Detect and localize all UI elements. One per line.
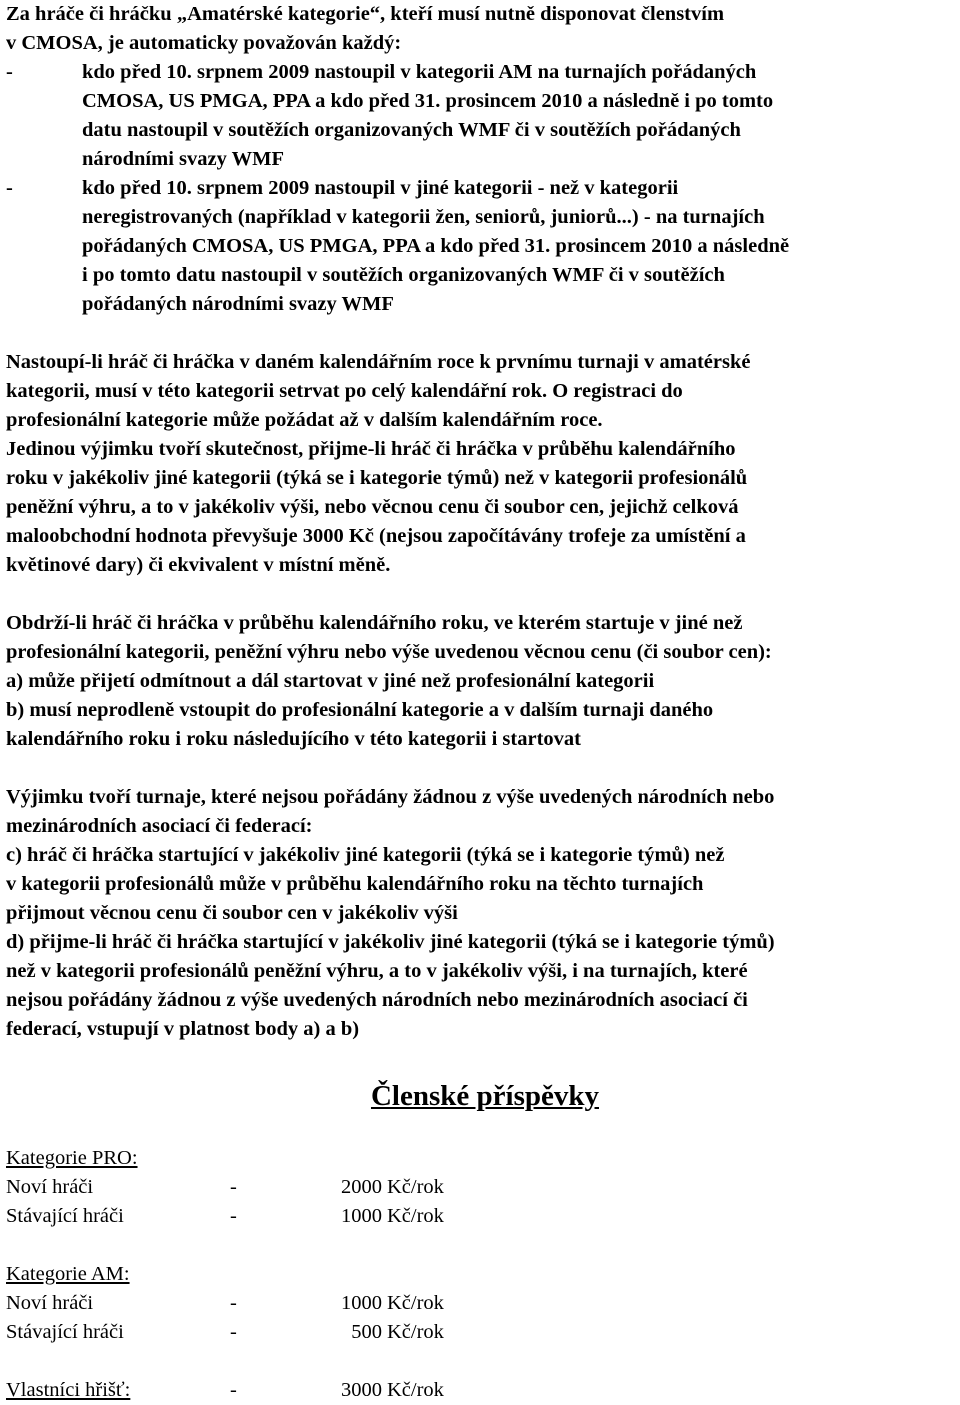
list-item-line: národními svazy WMF: [82, 148, 284, 170]
paragraph-line: Jedinou výjimku tvoří skutečnost, přijme-li hráč či hráčka v průběhu kalendářního: [6, 438, 736, 460]
fee-label-owners: Vlastníci hřišť:: [6, 1379, 131, 1401]
paragraph-line: květinové dary) či ekvivalent v místní měně.: [6, 554, 391, 576]
paragraph-line: federací, vstupují v platnost body a) a b): [6, 1018, 360, 1040]
paragraph-line: d) přijme-li hráč či hráčka startující v jakékoliv jiné kategorii (týká se i kategorie týmů): [6, 931, 775, 953]
paragraph-line: než v kategorii profesionálů peněžní výhru, a to v jakékoliv výši, i na turnajích, které: [6, 960, 748, 982]
fee-dash: -: [230, 1205, 237, 1227]
paragraph-line: c) hráč či hráčka startující v jakékoliv jiné kategorii (týká se i kategorie týmů) než: [6, 844, 725, 866]
fee-label: Stávající hráči: [6, 1321, 124, 1343]
paragraph-line: Obdrží-li hráč či hráčka v průběhu kalendářního roku, ve kterém startuje v jiné než: [6, 612, 743, 634]
list-item-line: pořádaných CMOSA, US PMGA, PPA a kdo před 31. prosincem 2010 a následně: [82, 235, 790, 257]
fee-amount: 1000: [341, 1292, 382, 1314]
paragraph-line: v kategorii profesionálů může v průběhu kalendářního roku na těchto turnajích: [6, 873, 704, 895]
list-item-line: kdo před 10. srpnem 2009 nastoupil v jiné kategorii - než v kategorii: [82, 177, 679, 199]
list-item-line: kdo před 10. srpnem 2009 nastoupil v kategorii AM na turnajích pořádaných: [82, 61, 757, 83]
paragraph-line: Výjimku tvoří turnaje, které nejsou pořádány žádnou z výše uvedených národních nebo: [6, 786, 775, 808]
fee-row: [6, 1289, 954, 1318]
spacer: [6, 1231, 954, 1260]
paragraph-line: nejsou pořádány žádnou z výše uvedených národních nebo mezinárodních asociací či: [6, 989, 748, 1011]
paragraph-line: profesionální kategorie může požádat až v dalším kalendářním roce.: [6, 409, 603, 431]
fee-row: [6, 1202, 954, 1231]
spacer: [6, 754, 954, 783]
list-item-line: i po tomto datu nastoupil v soutěžích organizovaných WMF či v soutěžích: [82, 264, 725, 286]
spacer: [6, 1347, 954, 1376]
list-item: [6, 174, 954, 319]
paragraph-line: a) může přijetí odmítnout a dál startovat v jiné než profesionální kategorii: [6, 670, 655, 692]
list-item: [6, 58, 954, 174]
fees-table: [6, 1144, 954, 1405]
list-item-line: CMOSA, US PMGA, PPA a kdo před 31. prosincem 2010 a následně i po tomto: [82, 90, 774, 112]
spacer: [6, 319, 954, 348]
fee-row: [6, 1318, 954, 1347]
paragraph-line: kalendářního roku i roku následujícího v této kategorii i startovat: [6, 728, 581, 750]
fee-amount: 3000: [341, 1379, 382, 1401]
fee-row: [6, 1173, 954, 1202]
category-title-am: Kategorie AM:: [6, 1263, 130, 1285]
paragraph-line: b) musí neprodleně vstoupit do profesionální kategorie a v dalším turnaji daného: [6, 699, 714, 721]
paragraph-line: profesionální kategorii, peněžní výhru nebo výše uvedenou věcnou cenu (či soubor cen):: [6, 641, 772, 663]
list-item-line: datu nastoupil v soutěžích organizovaných WMF či v soutěžích pořádaných: [82, 119, 741, 141]
fee-dash: -: [230, 1292, 237, 1314]
paragraph-line: kategorii, musí v této kategorii setrvat po celý kalendářní rok. O registraci do: [6, 380, 683, 402]
paragraph-prize-rules: [6, 609, 954, 754]
paragraph-line: přijmout věcnou cenu či soubor cen v jakékoliv výši: [6, 902, 458, 924]
fee-amount: 1000: [341, 1205, 382, 1227]
fee-dash: -: [230, 1176, 237, 1198]
fee-dash: -: [230, 1379, 237, 1401]
fee-unit: Kč/rok: [387, 1321, 444, 1343]
paragraph-line: peněžní výhru, a to v jakékoliv výši, nebo věcnou cenu či soubor cen, jejichž celková: [6, 496, 739, 518]
fee-unit: Kč/rok: [387, 1205, 444, 1227]
intro-line: Za hráče či hráčku „Amatérské kategorie“, kteří musí nutně disponovat členstvím: [6, 3, 725, 25]
fee-label: Noví hráči: [6, 1176, 94, 1198]
list-dash: -: [6, 61, 13, 83]
fee-dash: -: [230, 1321, 237, 1343]
fee-amount: 500: [351, 1321, 382, 1343]
fee-label: Noví hráči: [6, 1292, 94, 1314]
spacer: [6, 580, 954, 609]
intro-paragraph: [6, 0, 954, 58]
fee-row-owners: [6, 1376, 954, 1405]
fee-label: Stávající hráči: [6, 1205, 124, 1227]
fee-unit: Kč/rok: [387, 1379, 444, 1401]
paragraph-exceptions: [6, 783, 954, 1044]
paragraph-line: mezinárodních asociací či federací:: [6, 815, 313, 837]
list-item-line: neregistrovaných (například v kategorii žen, seniorů, juniorů...) - na turnajích: [82, 206, 765, 228]
fee-unit: Kč/rok: [387, 1176, 444, 1198]
paragraph-line: maloobchodní hodnota převyšuje 3000 Kč (nejsou započítávány trofeje za umístění a: [6, 525, 746, 547]
document-page: [6, 0, 954, 1405]
list-item-line: pořádaných národními svazy WMF: [82, 293, 394, 315]
paragraph-line: Nastoupí-li hráč či hráčka v daném kalendářním roce k prvnímu turnaji v amatérské: [6, 351, 751, 373]
fee-unit: Kč/rok: [387, 1292, 444, 1314]
intro-line: v CMOSA, je automaticky považován každý:: [6, 32, 402, 54]
category-title-pro: Kategorie PRO:: [6, 1147, 138, 1169]
list-dash: -: [6, 177, 13, 199]
fee-amount: 2000: [341, 1176, 382, 1198]
fees-heading: Členské příspěvky: [370, 1080, 599, 1112]
paragraph-category-rules: [6, 348, 954, 580]
paragraph-line: roku v jakékoliv jiné kategorii (týká se i kategorie týmů) než v kategorii profesionálů: [6, 467, 748, 489]
